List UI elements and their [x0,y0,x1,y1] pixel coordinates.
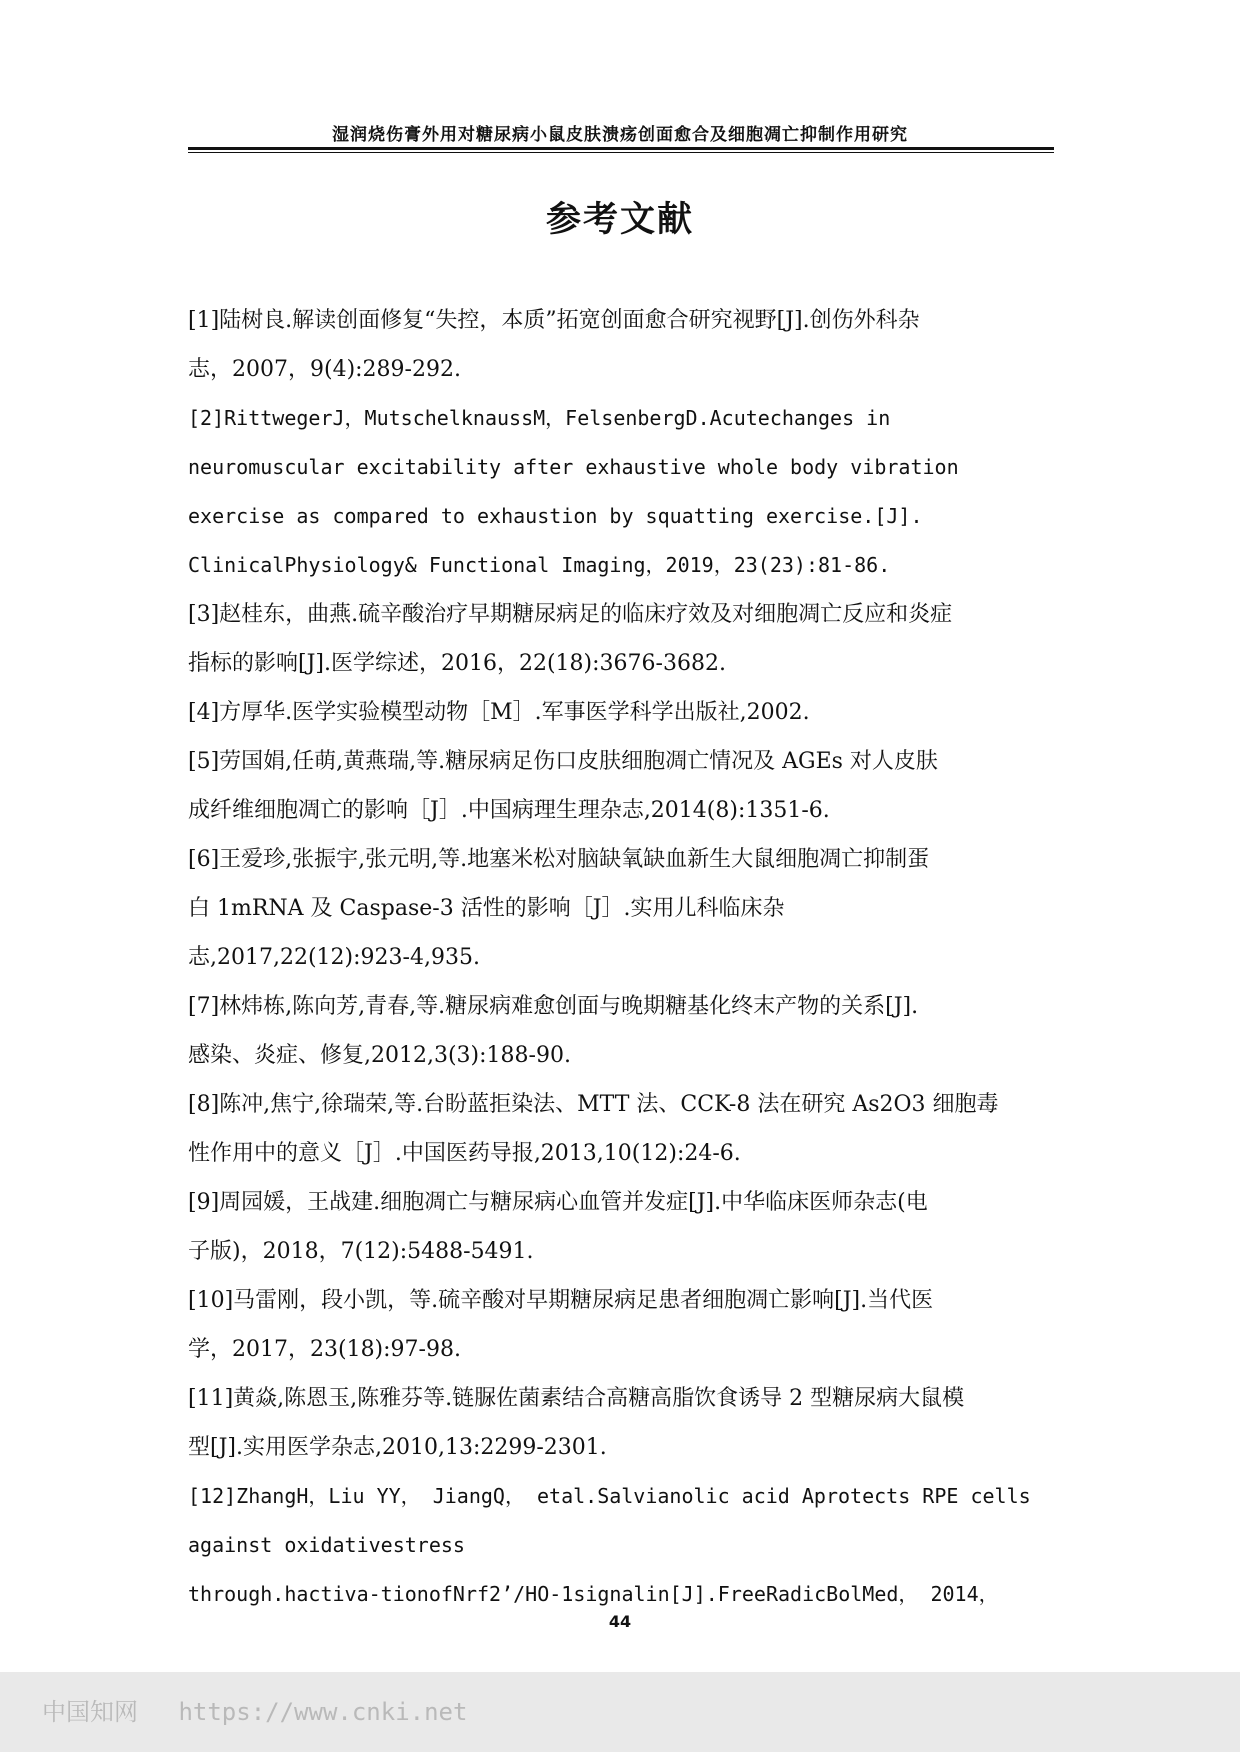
reference-item [188,1178,1058,1276]
reference-list [188,296,1058,1619]
running-header: 湿润烧伤膏外用对糖尿病小鼠皮肤溃疡创面愈合及细胞凋亡抑制作用研究 [332,125,908,145]
reference-line: [10]马雷刚，段小凯，等.硫辛酸对早期糖尿病足患者细胞凋亡影响[J].当代医 [188,1288,934,1313]
reference-item [188,1080,1058,1178]
reference-line: exercise as compared to exhaustion by squatting exercise.[J]. [188,504,923,528]
reference-line: [11]黄焱,陈恩玉,陈雅芬等.链脲佐菌素结合高糖高脂饮食诱导 2 型糖尿病大鼠模 [188,1386,965,1411]
reference-line: 感染、炎症、修复,2012,3(3):188-90. [188,1043,571,1068]
reference-item [188,296,1058,394]
watermark-brand: 中国知网 [42,1698,138,1726]
reference-line: neuromuscular excitability after exhaustive whole body vibration [188,455,959,479]
reference-line: 志，2007，9(4):289-292. [188,357,461,382]
watermark-url: https://www.cnki.net [178,1698,468,1726]
page-title: 参考文献 [545,200,694,240]
reference-item [188,982,1058,1080]
header-rule-thick [188,147,1054,150]
reference-line: [6]王爱珍,张振宇,张元明,等.地塞米松对脑缺氧缺血新生大鼠细胞凋亡抑制蛋 [188,847,930,872]
reference-line: [1]陆树良.解读创面修复“失控，本质”拓宽创面愈合研究视野[J].创伤外科杂 [188,308,920,333]
header-rule-thin [188,152,1054,153]
reference-line: through.hactiva-tionofNrf2’/HO-1signalin[J].FreeRadicBolMed， 2014， [188,1582,999,1606]
reference-item [188,1276,1058,1374]
reference-line: [7]林炜栋,陈向芳,青春,等.糖尿病难愈创面与晚期糖基化终末产物的关系[J]. [188,994,919,1019]
reference-line: 学，2017，23(18):97-98. [188,1337,461,1362]
page-number: 44 [608,1612,632,1631]
reference-line: [4]方厚华.医学实验模型动物［M］.军事医学科学出版社,2002. [188,700,810,725]
reference-item [188,1472,1058,1619]
reference-item [188,688,1058,737]
reference-line: 子版)，2018，7(12):5488-5491. [188,1239,534,1264]
reference-line: 成纤维细胞凋亡的影响［J］.中国病理生理杂志,2014(8):1351-6. [188,798,830,823]
reference-item [188,737,1058,835]
reference-line: [5]劳国娟,任萌,黄燕瑞,等.糖尿病足伤口皮肤细胞凋亡情况及 AGEs 对人皮肤 [188,749,938,774]
reference-line: 指标的影响[J].医学综述，2016，22(18):3676-3682. [188,651,726,676]
reference-item [188,590,1058,688]
reference-line: [2]RittwegerJ，MutschelknaussM，FelsenbergD.Acutechanges in [188,406,891,430]
reference-line: ClinicalPhysiology& Functional Imaging，2019，23(23):81-86. [188,553,891,577]
reference-line: against oxidativestress [188,1533,465,1557]
reference-line: 型[J].实用医学杂志,2010,13:2299-2301. [188,1435,607,1460]
reference-item [188,1374,1058,1472]
reference-line: [3]赵桂东，曲燕.硫辛酸治疗早期糖尿病足的临床疗效及对细胞凋亡反应和炎症 [188,602,953,627]
reference-line: 性作用中的意义［J］.中国医药导报,2013,10(12):24-6. [188,1141,741,1166]
reference-line: 志,2017,22(12):923-4,935. [188,945,480,970]
reference-line: [9]周园媛，王战建.细胞凋亡与糖尿病心血管并发症[J].中华临床医师杂志(电 [188,1190,928,1215]
reference-line: 白 1mRNA 及 Caspase-3 活性的影响［J］.实用儿科临床杂 [188,896,785,921]
reference-item [188,835,1058,982]
reference-line: [12]ZhangH，Liu YY， JiangQ， etal.Salvianolic acid Aprotects RPE cells [188,1484,1031,1508]
reference-item [188,394,1058,590]
reference-line: [8]陈冲,焦宁,徐瑞荣,等.台盼蓝拒染法、MTT 法、CCK-8 法在研究 As2O3 细胞毒 [188,1092,999,1117]
watermark [42,1692,467,1727]
